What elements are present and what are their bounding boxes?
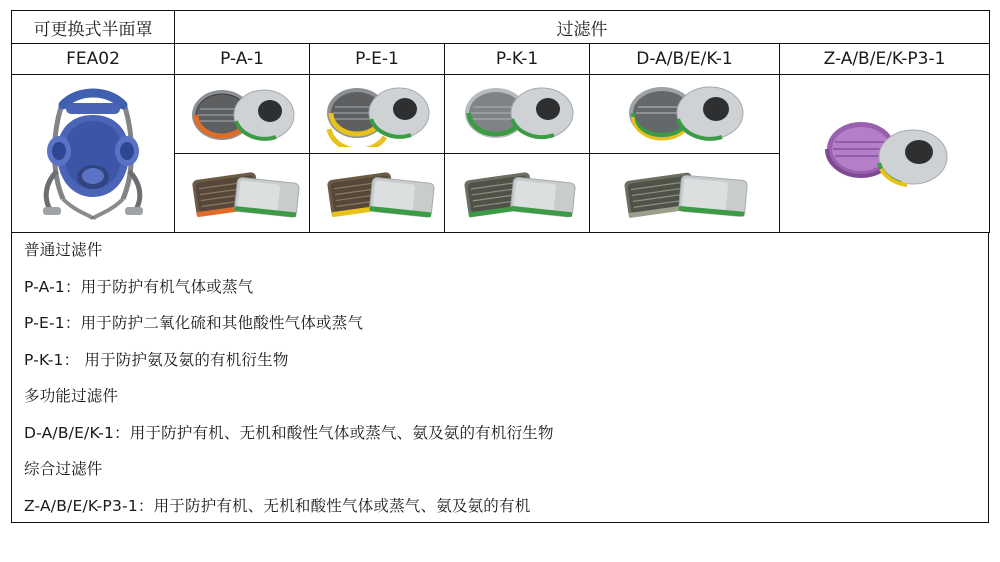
table-image-row-1 <box>12 75 990 154</box>
code-cell-p-e-1: P-E-1 <box>310 44 445 75</box>
note-line-2: P-A-1：用于防护有机气体或蒸气 <box>24 277 254 296</box>
filter-image-cell-z-abek-p3-1 <box>780 75 990 233</box>
code-cell-p-k-1: P-K-1 <box>445 44 590 75</box>
filter-cartridge-pair-green-photo <box>445 75 589 153</box>
filter-cartridge-rect-yellow-photo <box>310 154 444 232</box>
filter-image-cell-p-e-1-round <box>310 75 445 154</box>
filter-cartridge-rect-green-photo <box>445 154 589 232</box>
filter-image-cell-p-k-1-round <box>445 75 590 154</box>
filter-cartridge-pair-multi-photo <box>590 75 779 153</box>
filter-image-cell-d-abek-1-round <box>590 75 780 154</box>
note-line-6: D-A/B/E/K-1：用于防护有机、无机和酸性气体或蒸气、氨及氨的有机衍生物 <box>24 423 554 442</box>
note-line-8: Z-A/B/E/K-P3-1：用于防护有机、无机和酸性气体或蒸气、氨及氨的有机 <box>24 496 531 515</box>
filter-image-cell-p-a-1-rect <box>175 154 310 233</box>
filter-image-cell-p-k-1-rect <box>445 154 590 233</box>
product-spec-sheet <box>0 10 1000 562</box>
filter-cartridge-pair-orange-photo <box>175 75 309 153</box>
note-line-5: 多功能过滤件 <box>24 387 119 405</box>
code-cell-p-a-1: P-A-1 <box>175 44 310 75</box>
filter-cartridge-rect-grey-photo <box>590 154 779 232</box>
code-cell-mask: FEA02 <box>12 44 175 75</box>
note-line-7: 综合过滤件 <box>24 460 103 478</box>
code-cell-d-abek-1: D-A/B/E/K-1 <box>590 44 780 75</box>
note-line-3: P-E-1：用于防护二氧化硫和其他酸性气体或蒸气 <box>24 314 364 332</box>
filter-image-cell-p-e-1-rect <box>310 154 445 233</box>
header-mask-category: 可更换式半面罩 <box>12 11 175 44</box>
mask-image-cell <box>12 75 175 233</box>
filter-image-cell-p-a-1-round <box>175 75 310 154</box>
filter-image-cell-d-abek-1-rect <box>590 154 780 233</box>
note-line-4: P-K-1： 用于防护氨及氨的有机衍生物 <box>24 350 289 369</box>
code-cell-z-abek-p3-1: Z-A/B/E/K-P3-1 <box>780 44 990 75</box>
table-code-row <box>12 44 990 75</box>
filter-cartridge-rect-brown-photo <box>175 154 309 232</box>
notes-block <box>11 233 989 523</box>
half-mask-respirator-photo <box>12 75 174 232</box>
note-line-1: 普通过滤件 <box>24 241 103 259</box>
filter-cartridge-pair-yellow-photo <box>310 75 444 153</box>
filter-cartridge-pair-purple-photo <box>780 75 989 232</box>
table-header-row <box>12 11 990 44</box>
header-filter-category: 过滤件 <box>175 11 990 44</box>
product-table <box>11 10 990 233</box>
